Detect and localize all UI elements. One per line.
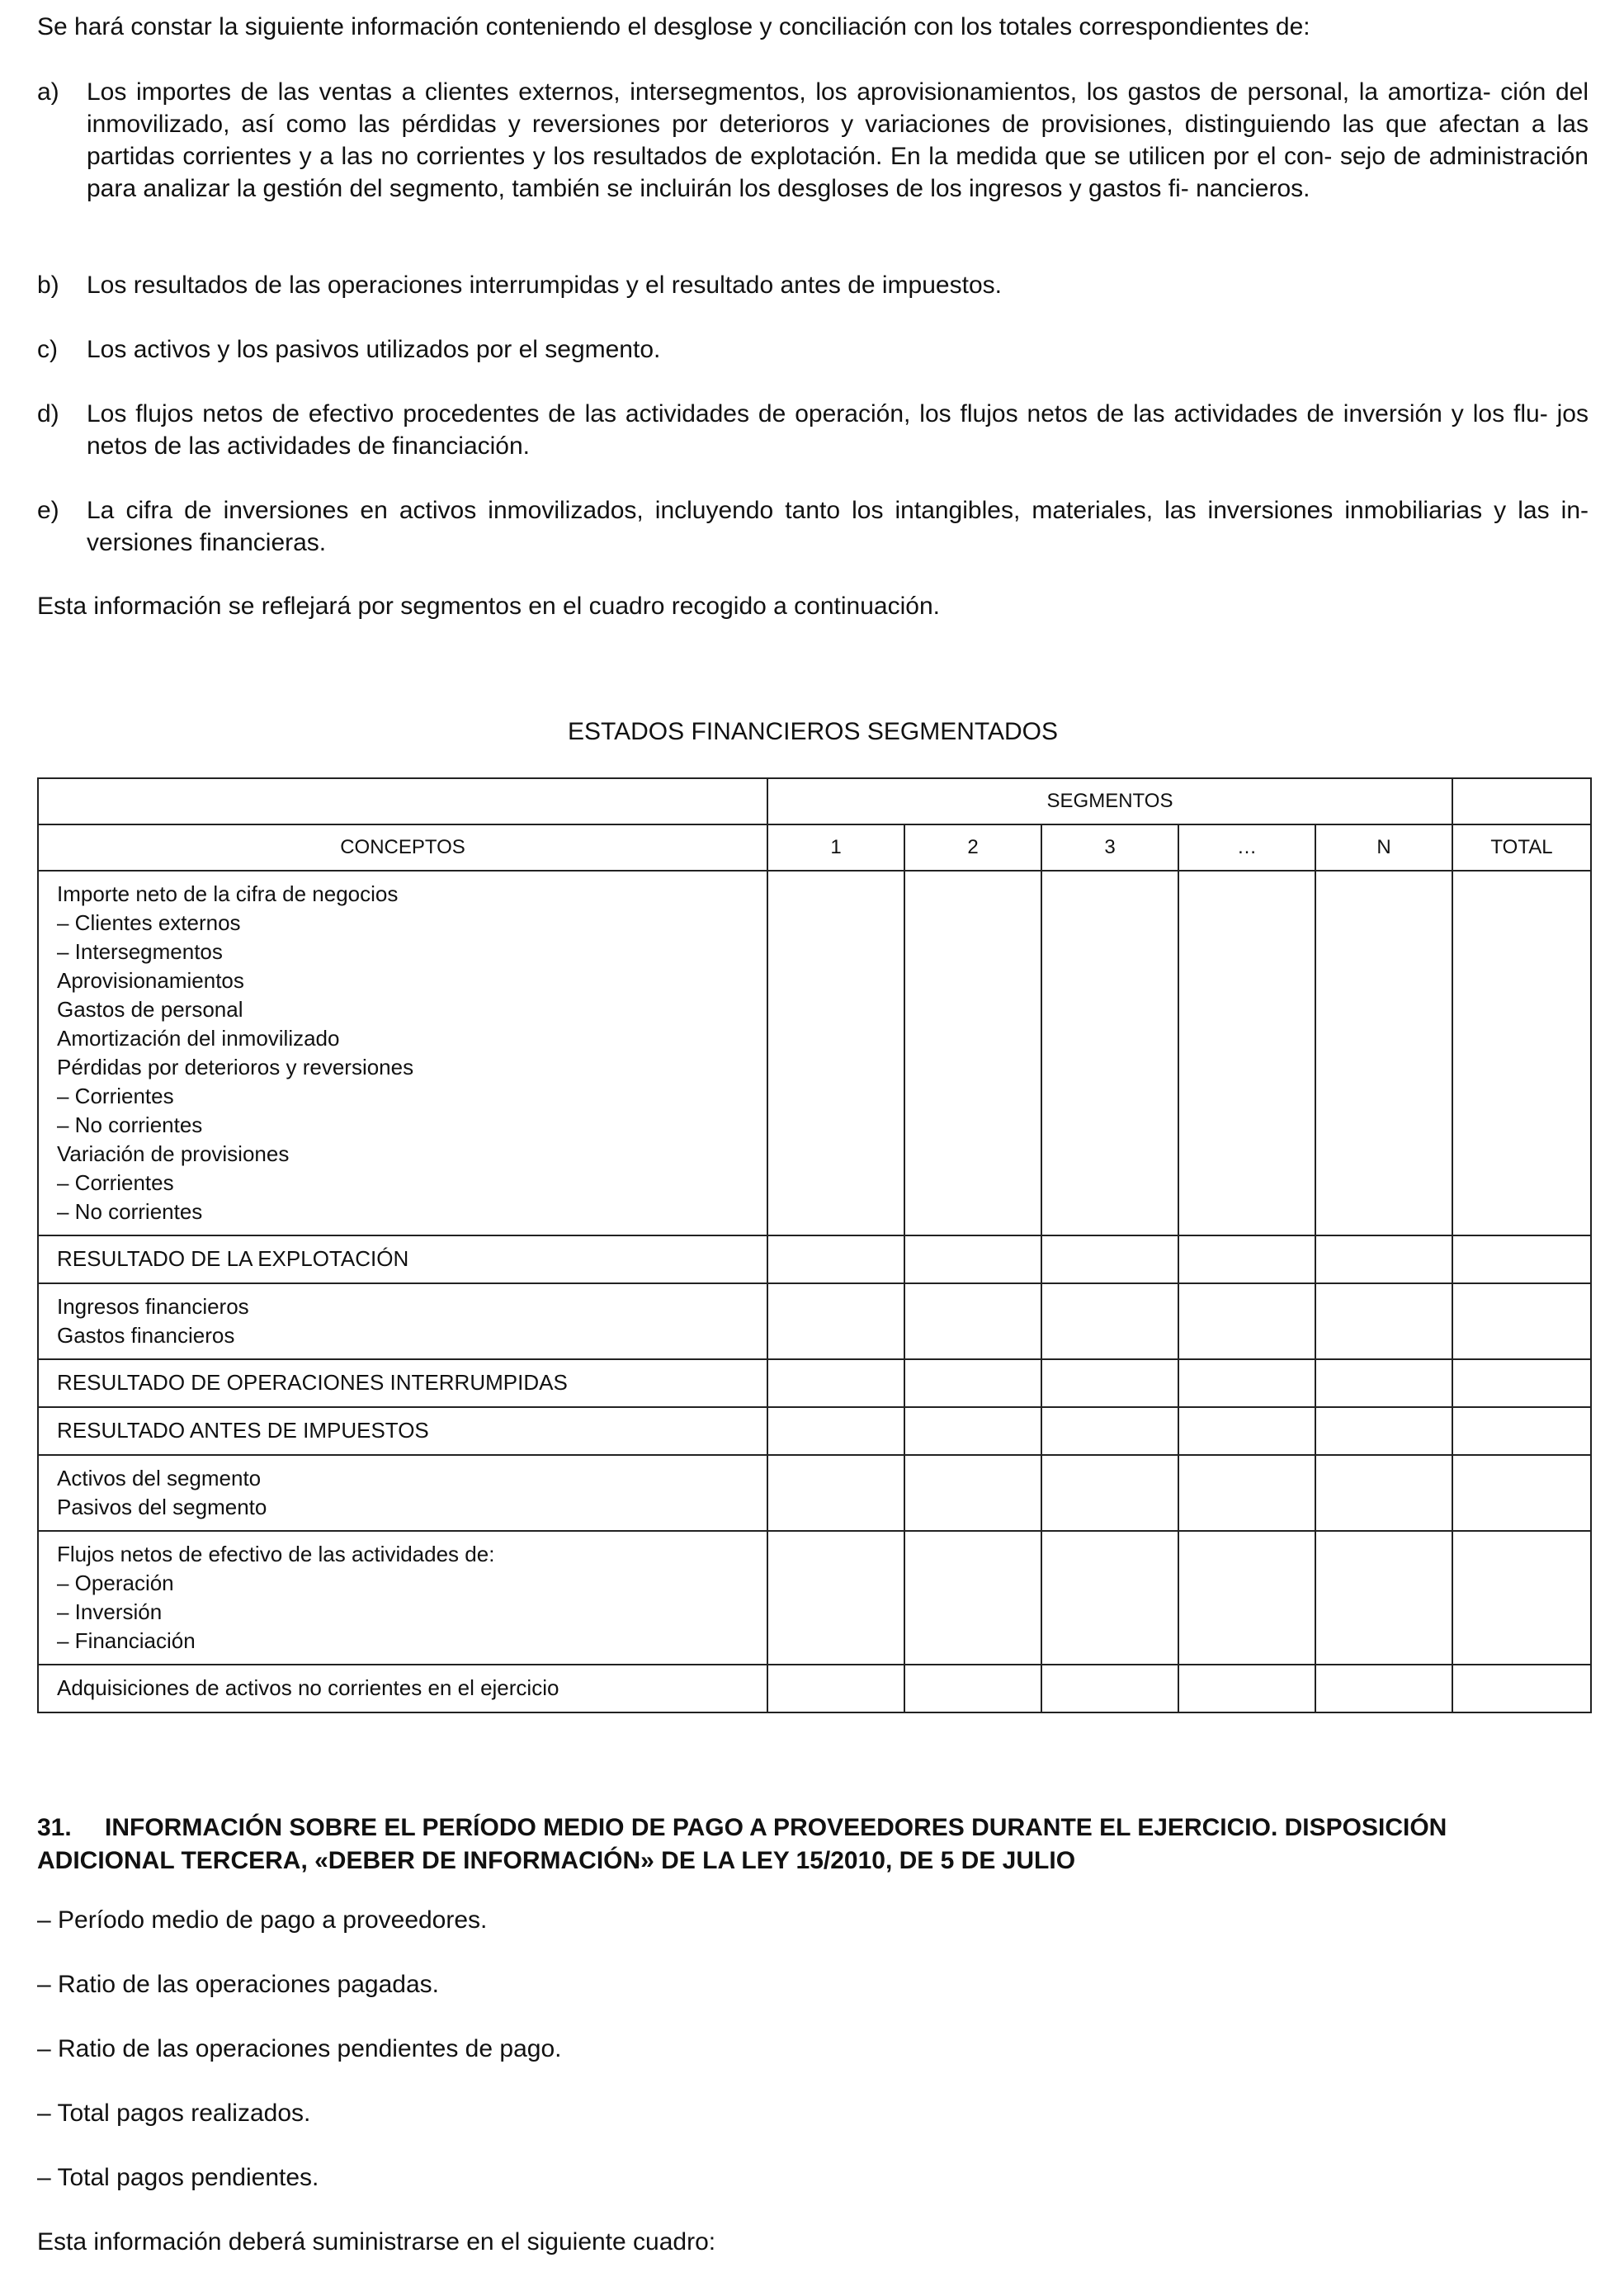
final-note: Esta información deberá suministrarse en el siguiente cuadro:	[37, 2228, 716, 2256]
segment-value-cell	[1041, 1665, 1178, 1712]
concept-line: – No corrientes	[57, 1112, 203, 1137]
segment-value-cell	[1178, 871, 1315, 1235]
concept-line: RESULTADO DE LA EXPLOTACIÓN	[57, 1246, 409, 1271]
concept-line: Aprovisionamientos	[57, 968, 244, 993]
concept-line: Pérdidas por deterioros y reversiones	[57, 1055, 414, 1079]
table-row	[38, 871, 1591, 1235]
segment-value-cell	[904, 1455, 1041, 1531]
segment-value-cell	[767, 1455, 904, 1531]
segment-value-cell	[1178, 1665, 1315, 1712]
concept-line: Importe neto de la cifra de negocios	[57, 881, 399, 906]
payment-item: – Total pagos pendientes.	[37, 2164, 319, 2191]
table-row	[38, 1283, 1591, 1359]
concept-cell	[38, 1665, 767, 1712]
concept-line: – No corrientes	[57, 1199, 203, 1224]
list-marker: c)	[37, 336, 58, 363]
concept-line: Pasivos del segmento	[57, 1495, 267, 1519]
table-row	[38, 1407, 1591, 1455]
list-marker: d)	[37, 400, 59, 427]
list-text: Los activos y los pasivos utilizados por el segmento.	[87, 336, 661, 363]
section-title: INFORMACIÓN SOBRE EL PERÍODO MEDIO DE PAGO A PROVEEDORES DURANTE EL EJERCICIO. DISPOSICIÓN ADICIONAL TERCERA, «DEBER DE INFORMACIÓN» DE LA LEY 15/2010, DE 5 DE JULIO	[37, 1814, 1447, 1874]
total-value-cell	[1452, 1455, 1591, 1531]
total-value-cell	[1452, 1283, 1591, 1359]
concept-cell	[38, 871, 767, 1235]
concept-line: – Inversión	[57, 1599, 163, 1624]
list-text: Los resultados de las operaciones interrumpidas y el resultado antes de impuestos.	[87, 272, 1002, 299]
segment-value-cell	[767, 1235, 904, 1283]
concept-line: – Operación	[57, 1571, 174, 1595]
concept-line: Variación de provisiones	[57, 1141, 290, 1166]
section-number: 31.	[37, 1814, 72, 1841]
concept-cell	[38, 1235, 767, 1283]
concept-cell	[38, 1359, 767, 1407]
concept-line: RESULTADO ANTES DE IMPUESTOS	[57, 1418, 429, 1443]
table-row	[38, 1455, 1591, 1531]
segment-value-cell	[904, 1283, 1041, 1359]
segment-column-header: N	[1315, 824, 1452, 871]
list-marker: a)	[37, 78, 59, 106]
segment-value-cell	[1315, 1531, 1452, 1665]
concept-line: Gastos de personal	[57, 997, 243, 1022]
concept-line: – Financiación	[57, 1628, 196, 1653]
segment-value-cell	[1178, 1531, 1315, 1665]
total-value-cell	[1452, 1407, 1591, 1455]
table-header-row-segments	[38, 778, 1591, 824]
table-row	[38, 1531, 1591, 1665]
segment-value-cell	[1178, 1235, 1315, 1283]
segment-value-cell	[767, 1283, 904, 1359]
concept-cell	[38, 1283, 767, 1359]
segment-value-cell	[1315, 1235, 1452, 1283]
concept-line: Amortización del inmovilizado	[57, 1026, 340, 1051]
table-row	[38, 1359, 1591, 1407]
segment-value-cell	[1041, 871, 1178, 1235]
segment-column-header: 3	[1041, 824, 1178, 871]
section-heading	[37, 1812, 1589, 1878]
segment-value-cell	[1315, 1407, 1452, 1455]
table-header-row-columns	[38, 824, 1591, 871]
table-body	[38, 871, 1591, 1712]
segment-value-cell	[1315, 1283, 1452, 1359]
total-value-cell	[1452, 1665, 1591, 1712]
payment-item: – Ratio de las operaciones pendientes de pago.	[37, 2035, 562, 2062]
list-marker: b)	[37, 272, 59, 299]
list-marker: e)	[37, 497, 59, 524]
table-row	[38, 1665, 1591, 1712]
segmented-statements-table	[37, 777, 1592, 1713]
list-text: Los importes de las ventas a clientes externos, intersegmentos, los aprovisionamientos, los gastos de personal, la amortiza- ción del inmovilizado, así como las pérdidas y reversiones por deterioros y variaciones de provisiones, distinguiendo las que afectan a las partidas corrientes y a las no corrientes y los resultados de explotación. En la medida que se utilicen por el con- sejo de administración para analizar la gestión del segmento, también se incluirán los desgloses de los ingresos y gastos fi- nancieros.	[87, 78, 1589, 202]
header-blank-cell	[38, 778, 767, 824]
segment-value-cell	[1315, 1359, 1452, 1407]
total-value-cell	[1452, 1359, 1591, 1407]
concept-line: RESULTADO DE OPERACIONES INTERRUMPIDAS	[57, 1370, 568, 1395]
concept-line: Ingresos financieros	[57, 1294, 249, 1319]
concept-line: – Clientes externos	[57, 910, 241, 935]
segment-column-header: …	[1178, 824, 1315, 871]
segment-column-header: 2	[904, 824, 1041, 871]
segment-value-cell	[1041, 1359, 1178, 1407]
segment-value-cell	[1178, 1283, 1315, 1359]
segment-value-cell	[904, 1665, 1041, 1712]
segment-value-cell	[767, 871, 904, 1235]
payment-item: – Total pagos realizados.	[37, 2100, 311, 2127]
table-row	[38, 1235, 1591, 1283]
list-text: La cifra de inversiones en activos inmovilizados, incluyendo tanto los intangibles, materiales, las inversiones inmobiliarias y las in- versiones financieras.	[87, 497, 1589, 556]
concept-line: – Corrientes	[57, 1084, 174, 1108]
closing-paragraph: Esta información se reflejará por segmentos en el cuadro recogido a continuación.	[37, 593, 940, 620]
segment-value-cell	[767, 1407, 904, 1455]
segment-value-cell	[1041, 1283, 1178, 1359]
segment-value-cell	[1178, 1455, 1315, 1531]
segment-value-cell	[904, 1407, 1041, 1455]
segment-value-cell	[904, 1359, 1041, 1407]
segment-value-cell	[767, 1531, 904, 1665]
concept-cell	[38, 1531, 767, 1665]
segment-value-cell	[904, 1235, 1041, 1283]
segment-value-cell	[1178, 1407, 1315, 1455]
segment-value-cell	[1041, 1531, 1178, 1665]
intro-paragraph: Se hará constar la siguiente información conteniendo el desglose y conciliación con los totales correspondientes de:	[37, 13, 1310, 40]
concept-cell	[38, 1407, 767, 1455]
concept-line: Gastos financieros	[57, 1323, 235, 1348]
concept-line: – Corrientes	[57, 1170, 174, 1195]
concepts-header: CONCEPTOS	[38, 824, 767, 871]
concept-line: Adquisiciones de activos no corrientes en el ejercicio	[57, 1675, 559, 1700]
segment-value-cell	[1315, 871, 1452, 1235]
table-title: ESTADOS FINANCIEROS SEGMENTADOS	[568, 718, 1058, 745]
payment-item: – Período medio de pago a proveedores.	[37, 1906, 488, 1934]
segment-value-cell	[767, 1359, 904, 1407]
segments-header: SEGMENTOS	[767, 778, 1452, 824]
segment-value-cell	[904, 871, 1041, 1235]
segment-value-cell	[1315, 1665, 1452, 1712]
segment-value-cell	[1041, 1407, 1178, 1455]
concept-cell	[38, 1455, 767, 1531]
concept-line: Activos del segmento	[57, 1466, 262, 1490]
segment-value-cell	[1315, 1455, 1452, 1531]
concept-line: – Intersegmentos	[57, 939, 223, 964]
list-text: Los flujos netos de efectivo procedentes de las actividades de operación, los flujos netos de las actividades de inversión y los flu- jos netos de las actividades de financiación.	[87, 400, 1589, 460]
header-blank-cell	[1452, 778, 1591, 824]
concept-line: Flujos netos de efectivo de las actividades de:	[57, 1542, 495, 1566]
total-value-cell	[1452, 1531, 1591, 1665]
total-column-header: TOTAL	[1452, 824, 1591, 871]
segment-value-cell	[1041, 1235, 1178, 1283]
segment-value-cell	[1178, 1359, 1315, 1407]
segment-value-cell	[904, 1531, 1041, 1665]
segment-column-header: 1	[767, 824, 904, 871]
segment-value-cell	[767, 1665, 904, 1712]
segment-value-cell	[1041, 1455, 1178, 1531]
total-value-cell	[1452, 871, 1591, 1235]
payment-item: – Ratio de las operaciones pagadas.	[37, 1971, 440, 1998]
total-value-cell	[1452, 1235, 1591, 1283]
